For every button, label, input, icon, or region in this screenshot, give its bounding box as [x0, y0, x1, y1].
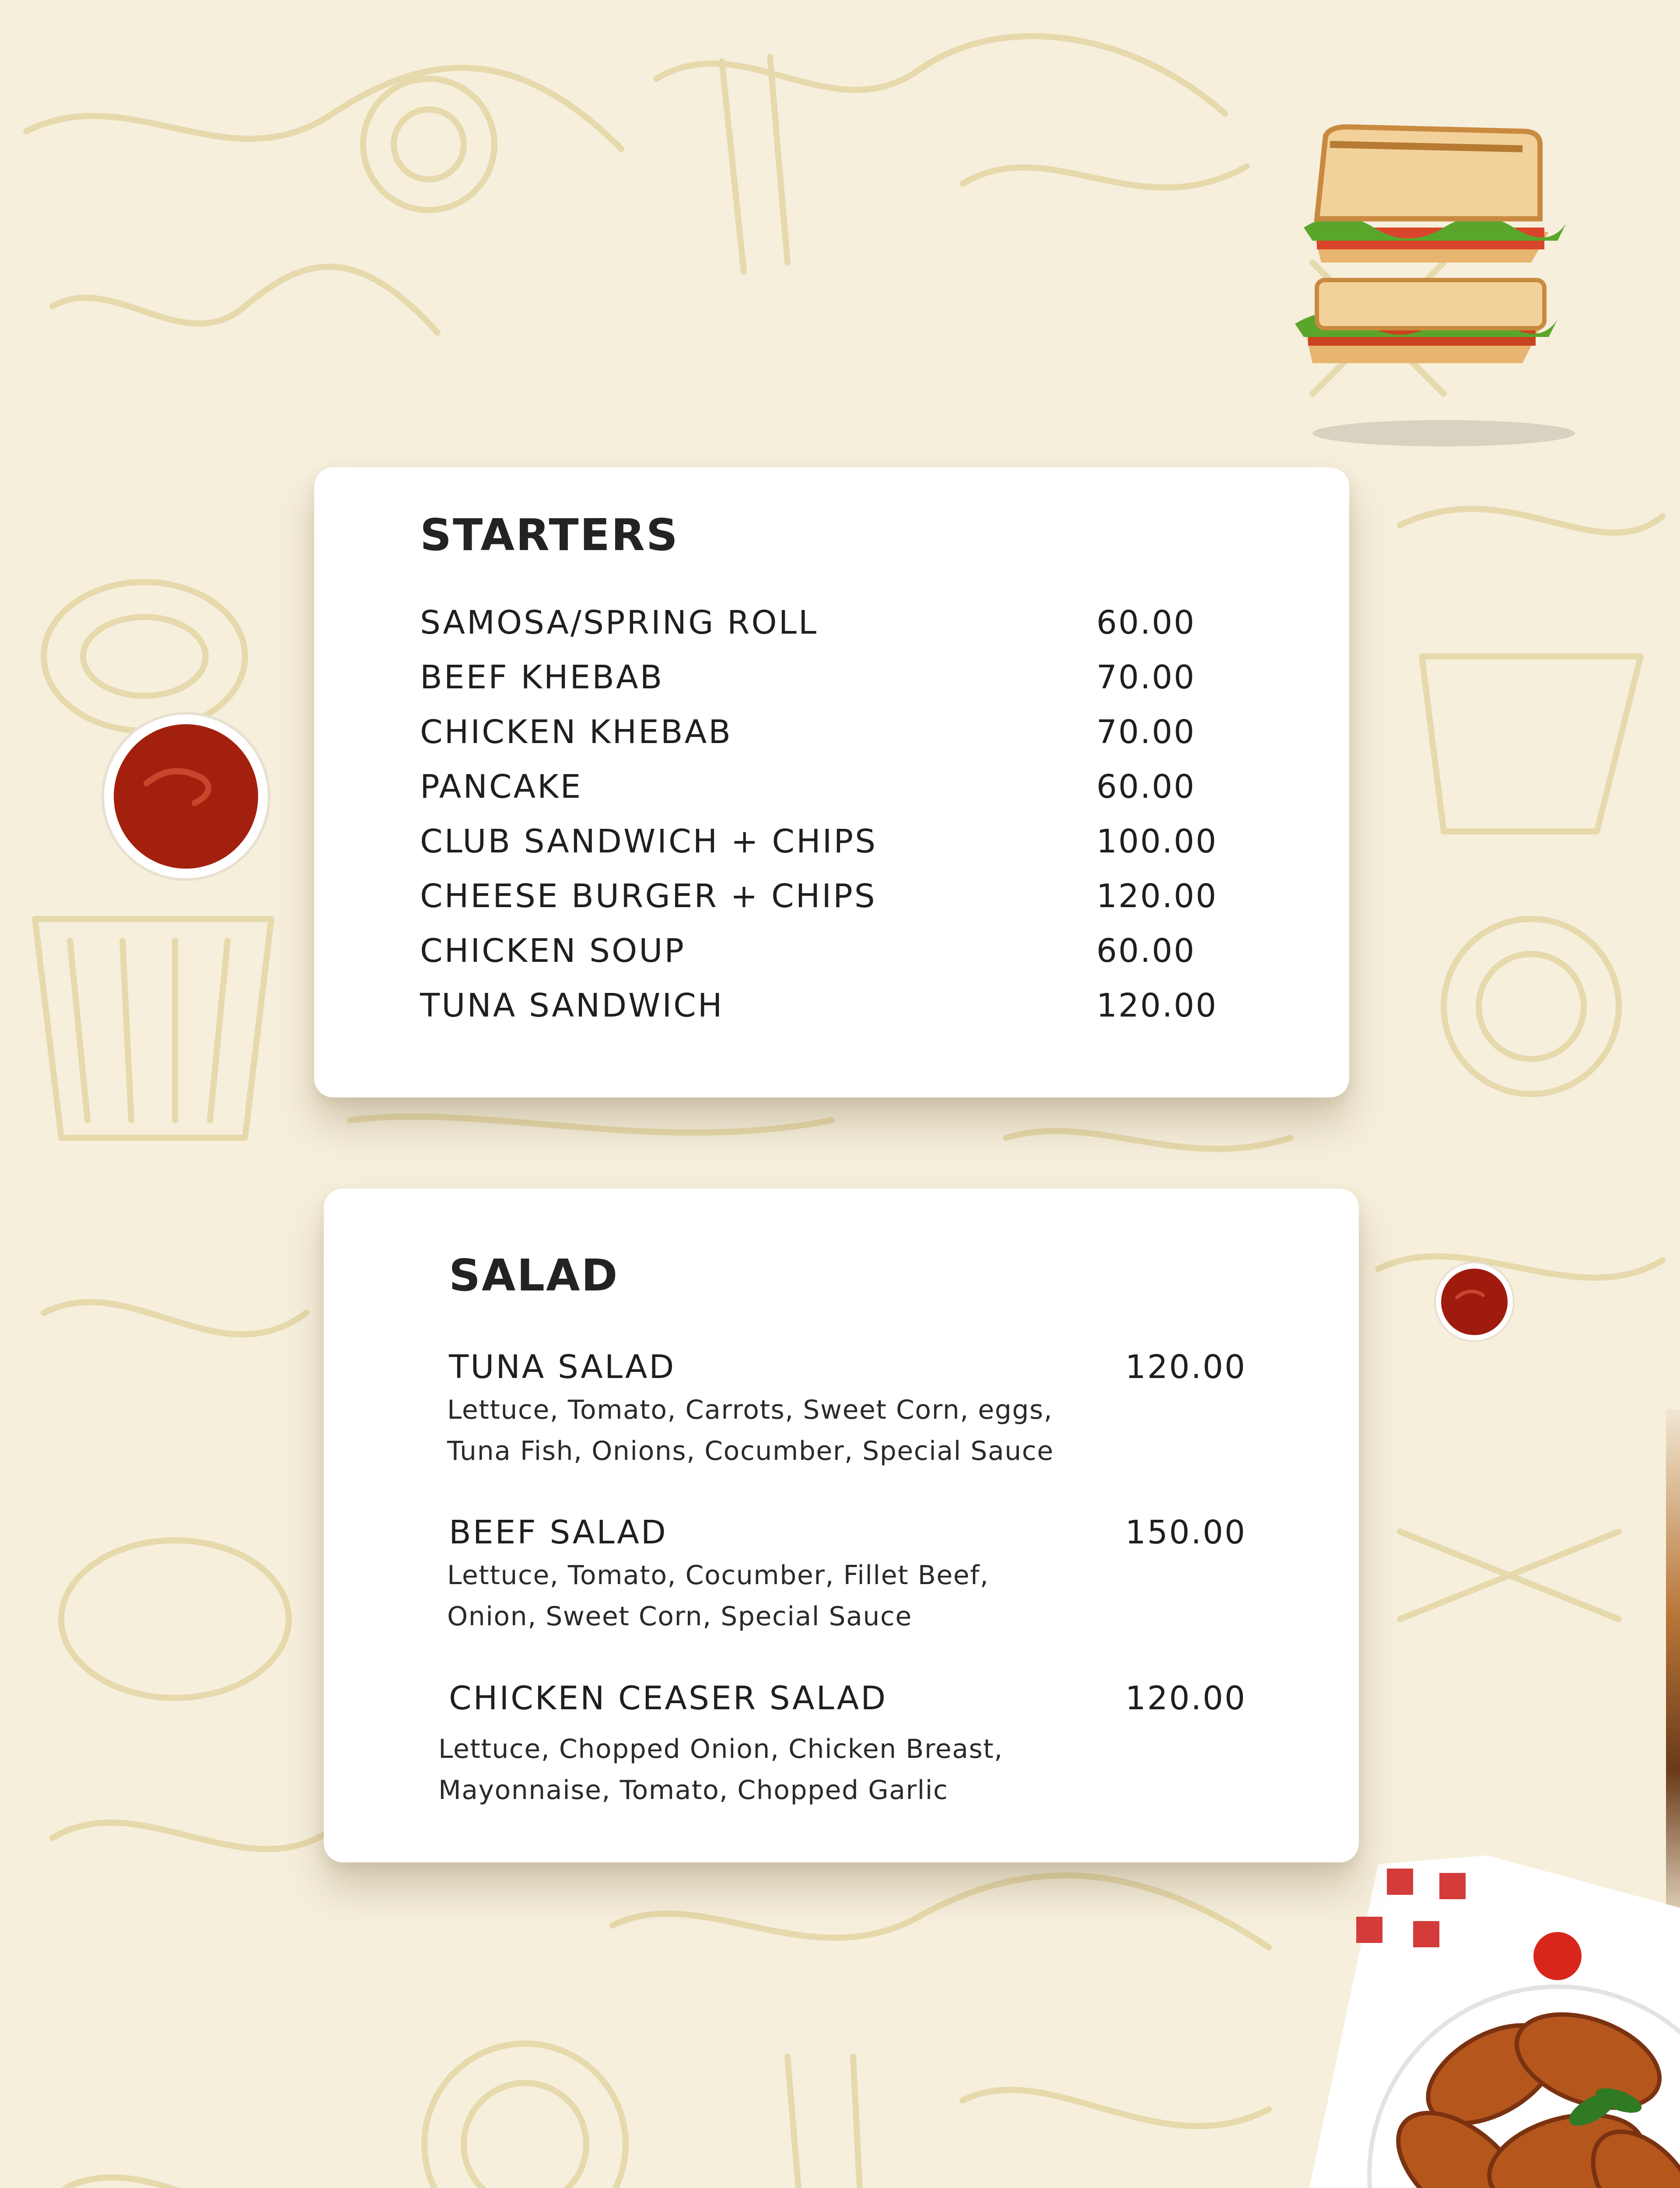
menu-item-name: TUNA SANDWICH [420, 987, 724, 1024]
starters-title: STARTERS [420, 509, 679, 561]
salad-item-description: Lettuce, Chopped Onion, Chicken Breast, Mayonnaise, Tomato, Chopped Garlic [438, 1734, 1003, 1806]
menu-item-name: CHICKEN KHEBAB [420, 713, 733, 751]
menu-item-row [420, 823, 1251, 871]
salad-item-price: 120.00 [1125, 1348, 1246, 1386]
salad-item-name: TUNA SALAD [449, 1348, 676, 1386]
menu-item-price: 120.00 [1096, 877, 1218, 915]
chicken-wings-plate-image [1304, 1855, 1680, 2188]
menu-item-name: CHICKEN SOUP [420, 932, 686, 970]
menu-item-row [420, 932, 1251, 980]
salad-title: SALAD [449, 1250, 619, 1301]
menu-item-row [420, 604, 1251, 652]
menu-item-price: 70.00 [1096, 659, 1196, 696]
menu-item-price: 60.00 [1096, 768, 1196, 806]
menu-item-name: BEEF KHEBAB [420, 659, 664, 696]
menu-item-price: 70.00 [1096, 713, 1196, 751]
salad-item-price: 150.00 [1125, 1514, 1246, 1551]
starters-card [314, 467, 1349, 1098]
menu-item-name: CLUB SANDWICH + CHIPS [420, 823, 878, 860]
menu-item-price: 120.00 [1096, 987, 1218, 1024]
menu-item-row [420, 877, 1251, 926]
menu-item-price: 100.00 [1096, 823, 1218, 860]
salad-item-description: Lettuce, Tomato, Cocumber, Fillet Beef, Onion, Sweet Corn, Special Sauce [447, 1560, 989, 1632]
salad-item-name: BEEF SALAD [449, 1514, 668, 1551]
menu-item-price: 60.00 [1096, 932, 1196, 970]
menu-item-row [420, 659, 1251, 707]
salad-item-price: 120.00 [1125, 1680, 1246, 1717]
menu-item-name: PANCAKE [420, 768, 583, 806]
menu-item-row [420, 713, 1251, 761]
salad-card [324, 1189, 1359, 1862]
salad-item-description: Lettuce, Tomato, Carrots, Sweet Corn, eggs, Tuna Fish, Onions, Cocumber, Special Sauce [447, 1395, 1054, 1466]
menu-item-row [420, 987, 1251, 1035]
sandwich-image [1278, 118, 1601, 451]
menu-item-row [420, 768, 1251, 816]
ketchup-cup-right-image [1433, 1260, 1516, 1343]
menu-item-price: 60.00 [1096, 604, 1196, 642]
edge-food-image [1666, 1409, 1680, 1925]
menu-item-name: CHEESE BURGER + CHIPS [420, 877, 877, 915]
menu-item-name: SAMOSA/SPRING ROLL [420, 604, 819, 642]
ketchup-cup-left-image [98, 709, 273, 884]
salad-item-name: CHICKEN CEASER SALAD [449, 1680, 888, 1717]
